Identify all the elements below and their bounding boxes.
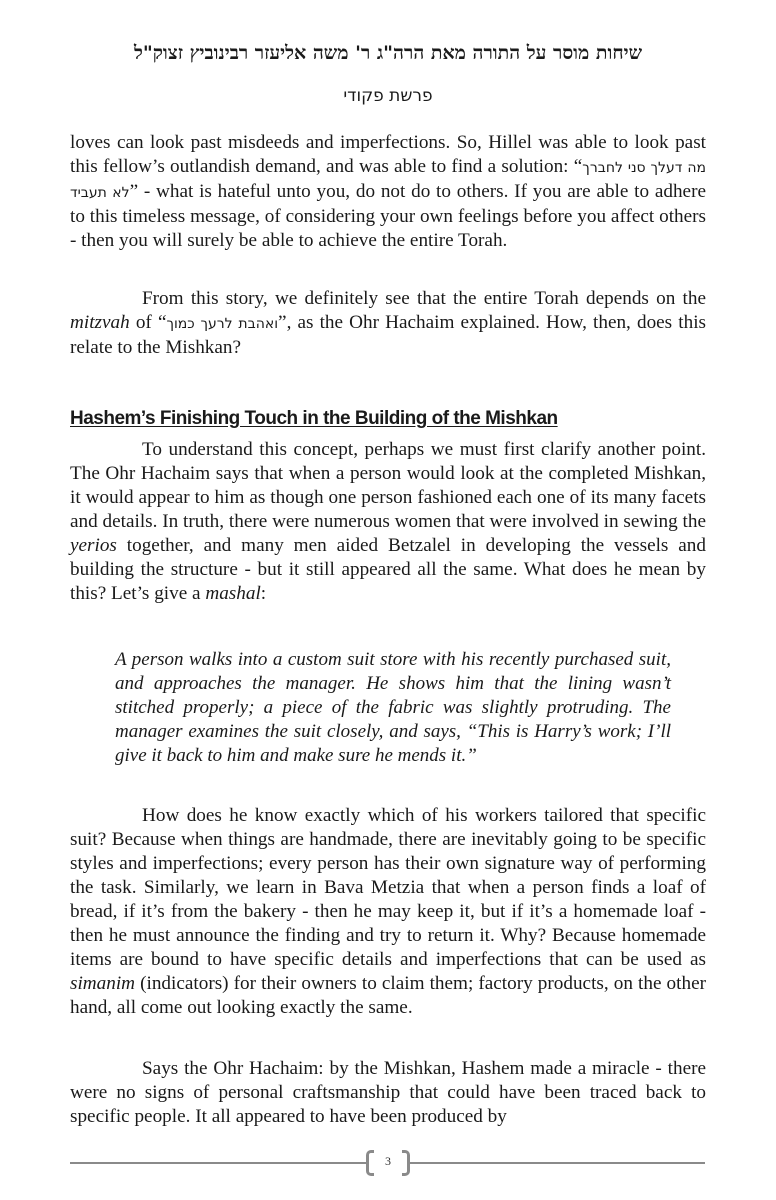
term-mashal: mashal (205, 583, 261, 604)
paragraph-ohr-hachaim: From this story, we definitely see that the entire Torah depends on the mitzvah of “ואהבת לרעך כמוך”, as the Ohr Hachaim explained. How, then, does this relate to the Mishkan? (70, 288, 707, 358)
hebrew-quote: מה דעלך סני לחברך לא תעביד (70, 160, 706, 201)
page-number: 3 (385, 1154, 391, 1168)
footer-rule-left (70, 1162, 368, 1164)
term-mitzvah: mitzvah (70, 312, 130, 333)
paragraph-understand: To understand this concept, perhaps we must first clarify another point. The Ohr Hachaim says that when a person would look at the completed Mishkan, it would appear to him as though one person fashioned each one of its many facets and details. In truth, there were numerous women that were involved in sewing the yerios together, and many men aided Betzalel in developing the vessels and building the structure - but it still appeared all the same. What does he mean by this? Let’s give a mashal: (70, 439, 706, 604)
left-bracket-icon (366, 1150, 374, 1176)
hebrew-quote: ואהבת לרעך כמוך (166, 316, 279, 332)
running-header-parsha: פרשת פקודי (343, 86, 433, 106)
term-yerios: yerios (70, 535, 117, 556)
section-heading: Hashem’s Finishing Touch in the Building of the Mishkan (70, 408, 558, 429)
paragraph-handmade: How does he know exactly which of his workers tailored that specific suit? Because when things are handmade, there are inevitably going to be specific styles and imperfections; every person has their own signature way of performing the task. Similarly, we learn in Bava Metzia that when a person finds a loaf of bread, if it’s from the bakery - then he may keep it, but if it’s a homemade loaf - then he must announce the finding and try to return it. Why? Because homemade items are bound to have specific details and imperfections that can be used as simanim (indicators) for their owners to claim them; factory products, on the other hand, all come out looking exactly the same. (70, 805, 706, 1018)
paragraph-text: loves can look past misdeeds and imperfections. So, Hillel was able to look past this fellow’s outlandish demand, and was able to find a solution: (70, 132, 706, 177)
term-simanim: simanim (70, 973, 136, 994)
paragraph-miracle: Says the Ohr Hachaim: by the Mishkan, Hashem made a miracle - there were no signs of personal craftsmanship that could have been traced back to specific people. It all appeared to have been produced by (70, 1058, 706, 1127)
paragraph-hillel: loves can look past misdeeds and imperfections. So, Hillel was able to look past this fellow’s outlandish demand, and was able to find a solution: “מה דעלך סני לחברך לא תעביד” - what is hateful unto you, do not do to others. If you are able to adhere to this timeless message, of considering your own feelings before you affect others - then you will surely be able to achieve the entire Torah. (70, 132, 706, 251)
block-quote-mashal: A person walks into a custom suit store with his recently purchased suit, and approaches the manager. He shows him that the lining wasn’t stitched properly; a piece of the fabric was slightly protruding. The manager examines the suit closely, and says, “This is Harry’s work; I’ll give it back to him and make sure he mends it.” (115, 649, 671, 766)
paragraph-text: - what is hateful unto you, do not do to others. If you are able to adhere to this timeless message, of considering your own feelings before you affect others - then you will surely be able to achieve the entire Torah. (70, 181, 706, 251)
running-header-title: שיחות מוסר על התורה מאת הרה"ג ר' משה אליעזר רבינוביץ זצוק"ל (133, 42, 643, 64)
footer-rule-right (408, 1162, 705, 1164)
